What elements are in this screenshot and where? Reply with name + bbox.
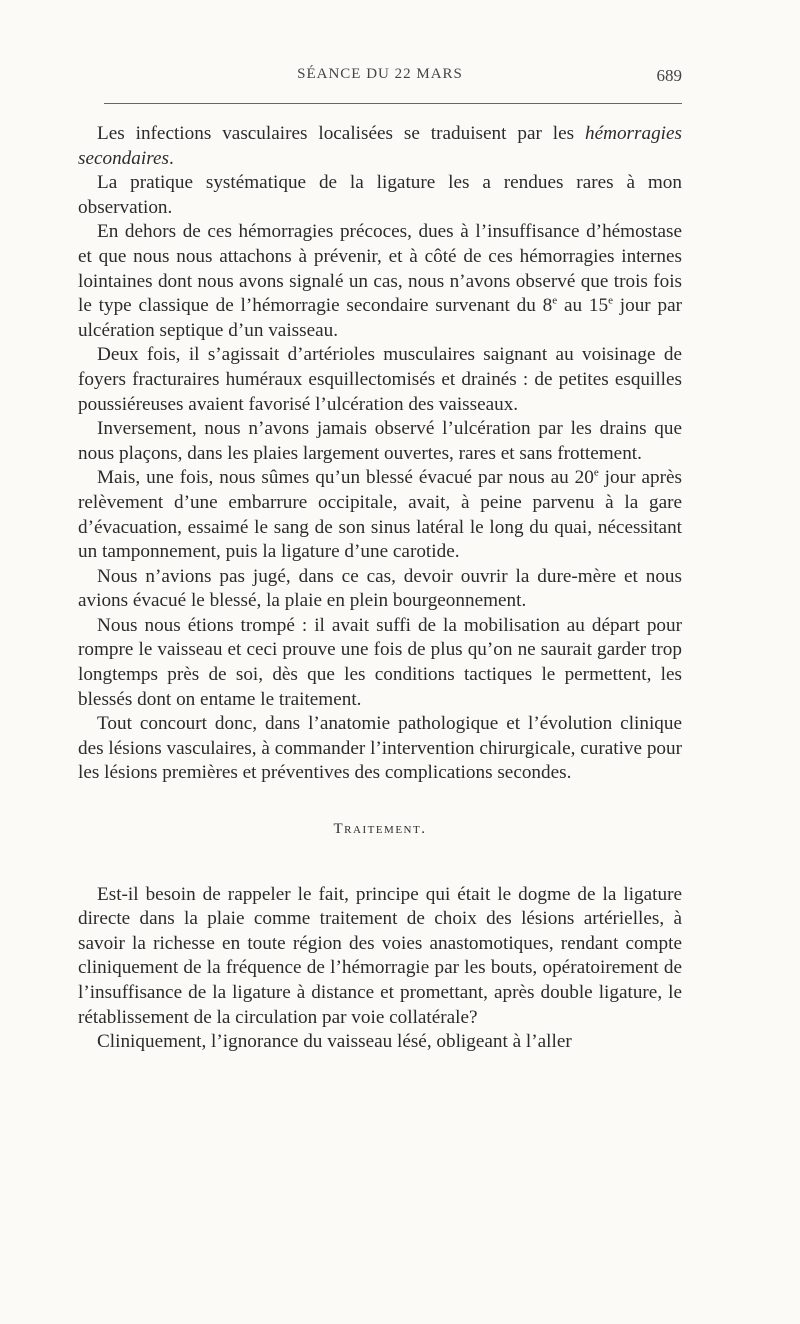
- paragraph: [78, 565, 682, 614]
- paragraph: [78, 171, 682, 220]
- paragraph: [78, 220, 682, 343]
- text-run: La pratique systématique de la ligature les a rendues rares à mon observation.: [78, 172, 682, 218]
- paragraph: [78, 614, 682, 712]
- text-run: Inversement, nous n’avons jamais observé l’ulcération par les drains que nous plaçons, dans les plaies largement ouvertes, rares et sans frottement.: [78, 418, 682, 464]
- text-run: jour par ulcération septique d’un vaisseau.: [78, 295, 682, 341]
- text-run: au 15: [557, 295, 609, 317]
- section-heading: Traitement.: [333, 821, 427, 838]
- text-run: Mais, une fois, nous sûmes qu’un blessé évacué par nous au 20: [97, 467, 594, 489]
- paragraph: [78, 712, 682, 786]
- paragraph: [78, 1030, 682, 1055]
- text-run: jour après relèvement d’une embarrure occipitale, avait, à peine parvenu à la gare d’évacuation, essaimé le sang de son sinus latéral le long du quai, nécessitant un tamponnement, puis la ligature d’une carotide.: [78, 467, 682, 563]
- text-run: Cliniquement, l’ignorance du vaisseau lésé, obligeant à l’aller: [97, 1031, 572, 1053]
- text-run: Les infections vasculaires localisées se traduisent par les: [97, 123, 585, 144]
- paragraph: [78, 466, 682, 564]
- paragraph: [78, 343, 682, 417]
- text-run: Est-il besoin de rappeler le fait, principe qui était le dogme de la ligature directe dans la plaie comme traitement de choix des lésions artérielles, à savoir la richesse en toute région des voies anastomotiques, rendant compte cliniquement de la fréquence de l’hémorragie par les bouts, opératoirement de l’insuffisance de la ligature à distance et promettant, après double ligature, le rétablissement de la circulation par voie collatérale?: [78, 883, 682, 1028]
- italic-text: hémorragies secondaires: [78, 123, 682, 169]
- superscript: e: [593, 466, 599, 479]
- running-title: SÉANCE DU 22 MARS: [297, 66, 463, 82]
- text-run: Tout concourt donc, dans l’anatomie pathologique et l’évolution clinique des lésions vasculaires, à commander l’intervention chirurgicale, curative pour les lésions premières et préventives des complications secondes.: [78, 713, 682, 784]
- text-run: En dehors de ces hémorragies précoces, dues à l’insuffisance d’hémostase et que nous nous attachons à prévenir, et à côté de ces hémorragies internes lointaines dont nous avons signalé un cas, nous n’avons observé que trois fois le type classique de l’hémorragie secondaire survenant du 8: [78, 221, 682, 317]
- paragraph: [78, 417, 682, 466]
- paragraph: [78, 883, 682, 1031]
- page-number: 689: [656, 66, 682, 85]
- superscript: e: [552, 294, 558, 307]
- text-run: Deux fois, il s’agissait d’artérioles musculaires saignant au voisinage de foyers fracturaires huméraux esquillectomisés et drainés : de petites esquilles poussiéreuses avaient favorisé l’ulcération des vaisseaux.: [78, 344, 682, 415]
- paragraphs-before-heading: [78, 122, 682, 786]
- running-header: [78, 66, 682, 88]
- header-rule: [104, 103, 682, 104]
- text-run: Nous nous étions trompé : il avait suffi de la mobilisation au départ pour rompre le vaisseau et ceci prouve une fois de plus qu’on ne saurait garder trop longtemps près de soi, dès que les conditions tactiques le permettent, les blessés dont on entame le traitement.: [78, 614, 682, 710]
- superscript: e: [608, 294, 613, 307]
- paragraphs-after-heading: [78, 883, 682, 1055]
- paragraph: [78, 122, 682, 171]
- text-run: .: [168, 147, 174, 169]
- body-text: [78, 122, 682, 1055]
- text-run: Nous n’avions pas jugé, dans ce cas, devoir ouvrir la dure-mère et nous avions évacué le blessé, la plaie en plein bourgeonnement.: [78, 565, 682, 612]
